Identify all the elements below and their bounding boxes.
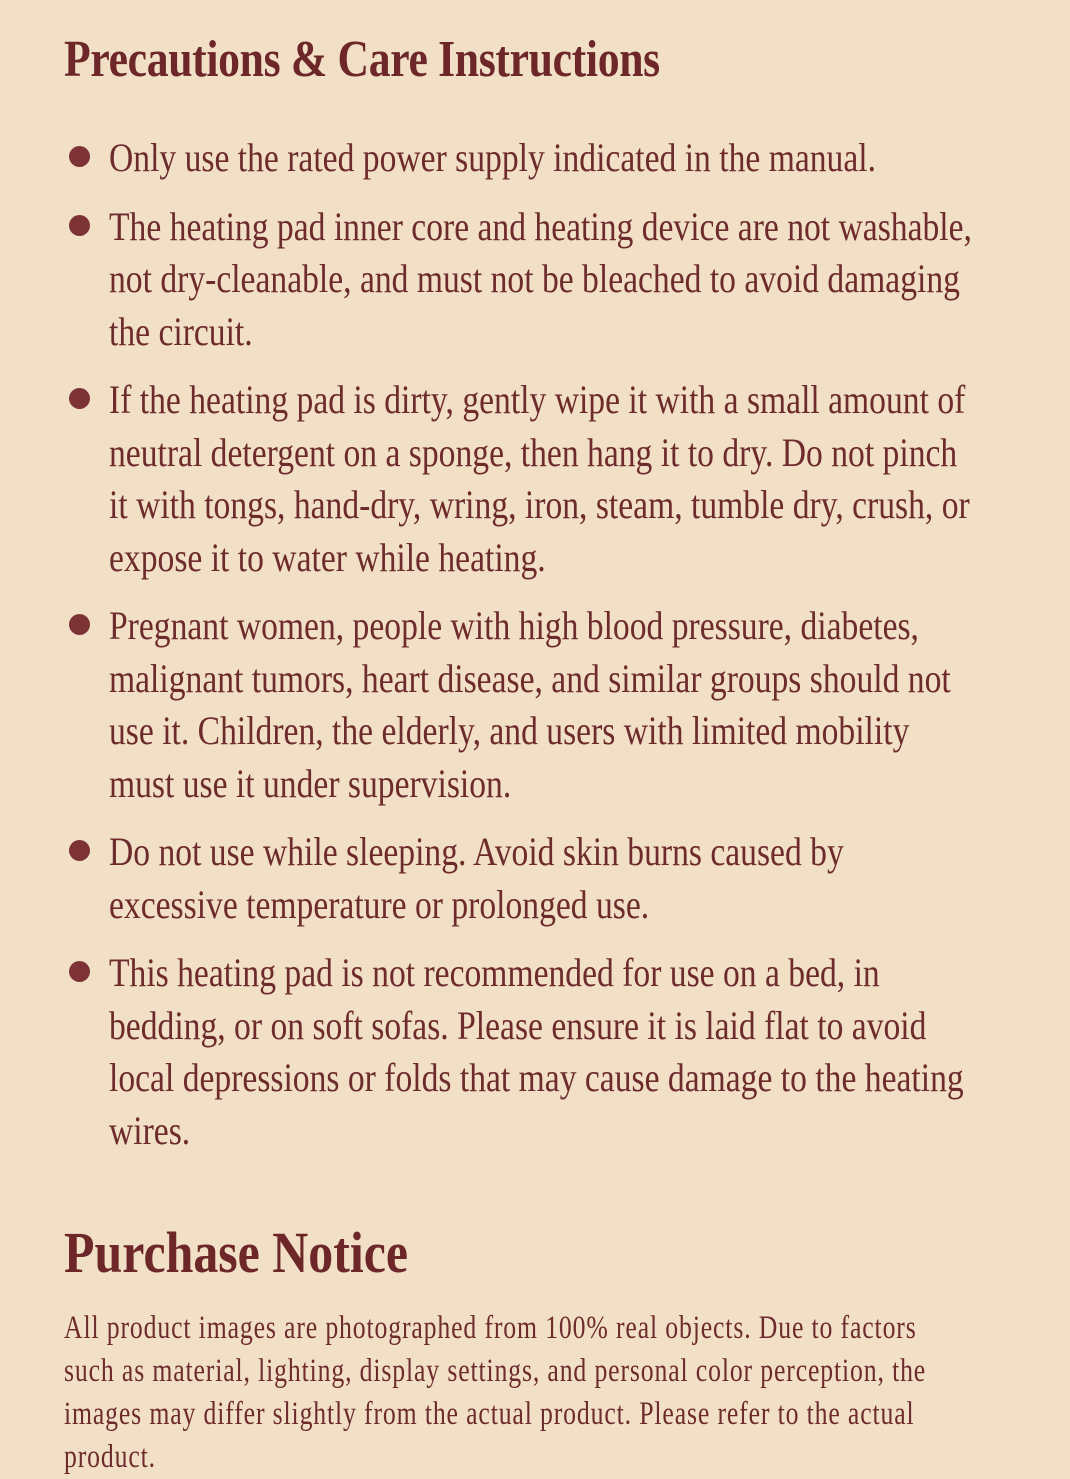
bullet-dot-icon bbox=[69, 388, 90, 409]
bullet-dot-icon bbox=[69, 146, 90, 167]
bullet-dot-icon bbox=[69, 614, 90, 635]
precaution-item bbox=[64, 132, 1000, 185]
precaution-item bbox=[64, 600, 1000, 810]
precaution-text: If the heating pad is dirty, gently wipe it with a small amount of neutral detergent on a sponge, then hang it to dry. Do not pinch it with tongs, hand-dry, wring, iron, steam, tumble dry, crush, or expose it to water while heating. bbox=[109, 377, 970, 580]
precaution-text: The heating pad inner core and heating device are not washable, not dry-cleanable, and must not be bleached to avoid damaging the circuit. bbox=[109, 203, 972, 354]
precaution-text: Pregnant women, people with high blood pressure, diabetes, malignant tumors, heart disease, and similar groups should not use it. Children, the elderly, and users with limited mobility must use it under supervision. bbox=[109, 603, 951, 806]
precaution-item bbox=[64, 374, 1000, 584]
precaution-item bbox=[64, 947, 1000, 1157]
precaution-text: This heating pad is not recommended for use on a bed, in bedding, or on soft sofas. Please ensure it is laid flat to avoid local depressions or folds that may cause damage to the heating wires. bbox=[109, 950, 964, 1153]
bullet-dot-icon bbox=[69, 215, 90, 236]
precaution-item bbox=[64, 826, 1000, 931]
purchase-notice-title: Purchase Notice bbox=[64, 1220, 408, 1285]
precaution-text: Do not use while sleeping. Avoid skin burns caused by excessive temperature or prolonged use. bbox=[109, 829, 844, 927]
precautions-title: Precautions & Care Instructions bbox=[64, 31, 660, 88]
purchase-notice-text: All product images are photographed from 100% real objects. Due to factors such as material, lighting, display settings, and personal color perception, the images may differ slightly from the actual product. Please refer to the actual product. bbox=[64, 1310, 927, 1475]
bullet-dot-icon bbox=[69, 840, 90, 861]
bullet-dot-icon bbox=[69, 961, 90, 982]
precautions-list bbox=[64, 132, 1000, 1157]
precaution-item bbox=[64, 201, 1000, 359]
precaution-text: Only use the rated power supply indicated in the manual. bbox=[109, 135, 876, 180]
